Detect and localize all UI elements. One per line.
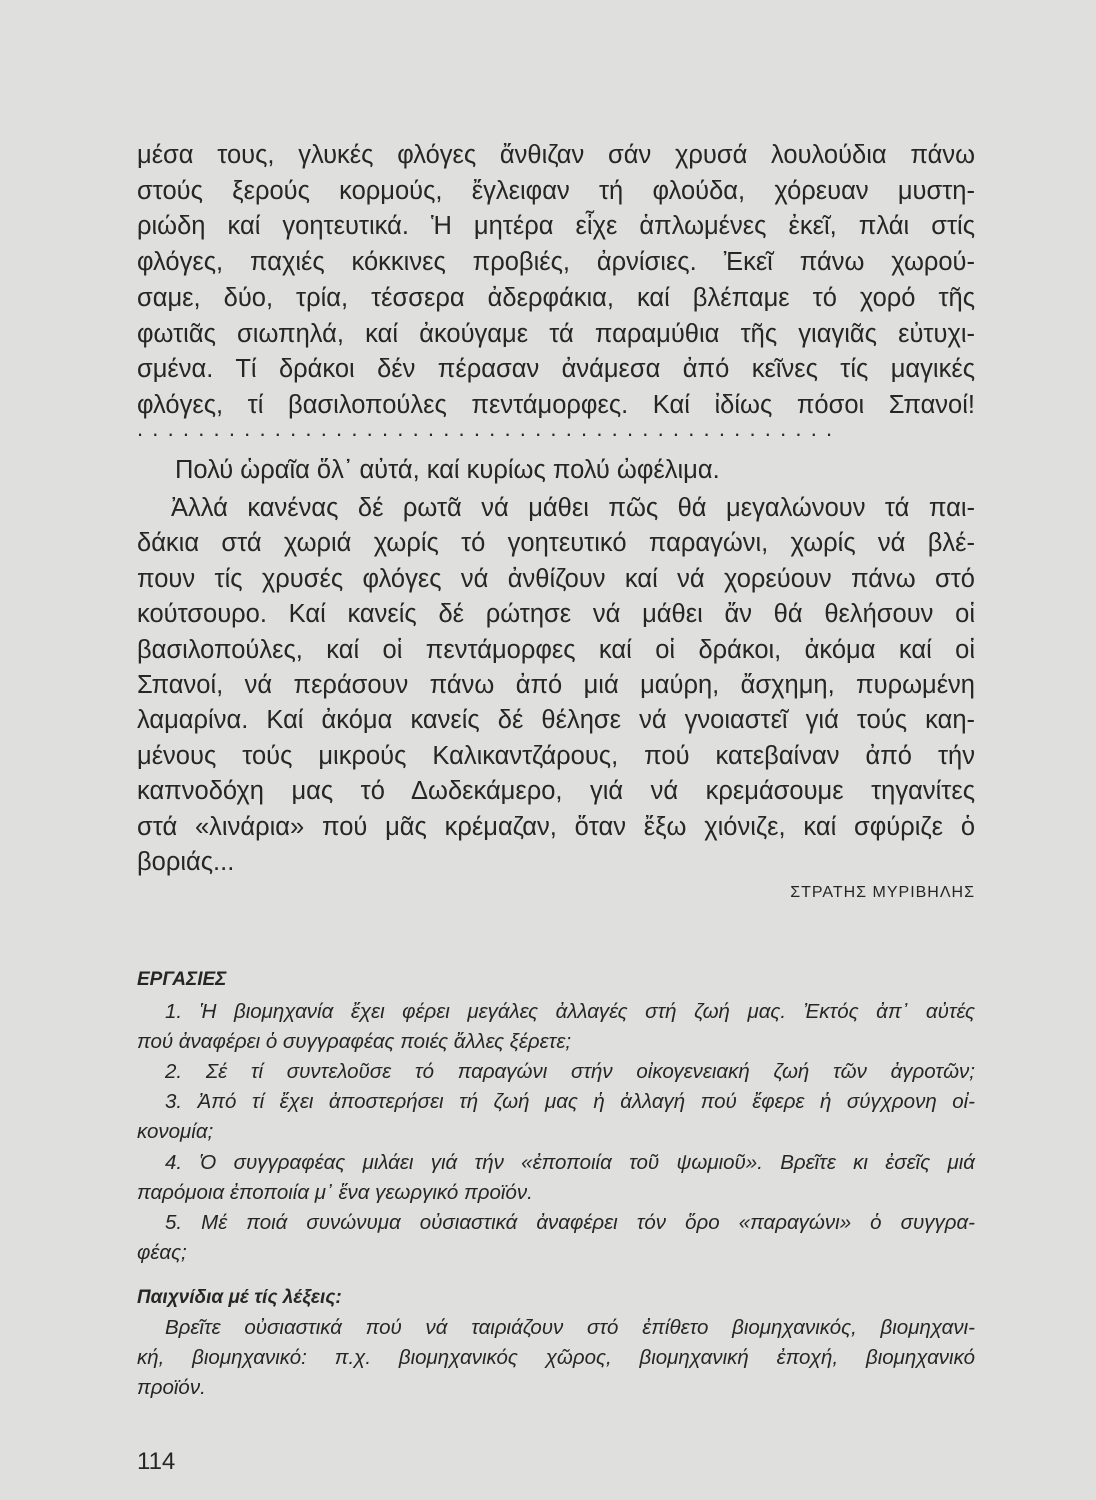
paragraph-line: βοριάς... (137, 848, 235, 876)
author-name: ΣΤΡΑΤΗΣ ΜΥΡΙΒΗΛΗΣ (790, 884, 975, 901)
paragraph-line: φλόγες, τί βασιλοπούλες πεντάμορφες. Καί ἰδίως πόσοι Σπανοί! (137, 390, 975, 419)
exercise-line: 2. Σέ τί συντελοῦσε τό παραγώνι στήν οἰκογενειακή ζωή τῶν ἀγροτῶν; (165, 1060, 975, 1084)
paragraph-line: Σπανοί, νά περάσουν πάνω ἀπό μιά μαύρη, ἄσχημη, πυρωμένη (137, 671, 975, 699)
exercise-line: κονομία; (137, 1120, 214, 1144)
paragraph-line: σμένα. Τί δράκοι δέν πέρασαν ἀνάμεσα ἀπό κεῖνες τίς μαγικές (137, 355, 975, 384)
paragraph-line: μένους τούς μικρούς Καλικαντζάρους, πού κατεβαίναν ἀπό τήν (137, 741, 975, 770)
paragraph-line: δάκια στά χωριά χωρίς τό γοητευτικό παραγώνι, χωρίς νά βλέ- (137, 529, 975, 558)
paragraph-line: μέσα τους, γλυκές φλόγες ἄνθιζαν σάν χρυσά λουλούδια πάνω (137, 141, 975, 169)
paragraph-line: λαμαρίνα. Καί ἀκόμα κανείς δέ θέλησε νά γνοιαστεῖ γιά τούς καη- (137, 706, 975, 735)
paragraph-line: φλόγες, παχιές κόκκινες προβιές, ἀρνίσιες. Ἐκεῖ πάνω χωρού- (137, 248, 975, 277)
exercise-line: 4. Ὁ συγγραφέας μιλάει γιά τήν «ἐποποιία τοῦ ψωμιοῦ». Βρεῖτε κι ἐσεῖς μιά (165, 1150, 975, 1174)
paragraph-line: Πολύ ὡραῖα ὅλ᾽ αὐτά, καί κυρίως πολύ ὠφέλιμα. (175, 456, 720, 484)
page-number: 114 (137, 1448, 176, 1475)
word-games-line: κή, βιομηχανικό: π.χ. βιομηχανικός χῶρος, βιομηχανική ἐποχή, βιομηχανικό (137, 1346, 975, 1370)
paragraph-line: καπνοδόχη μας τό Δωδεκάμερο, γιά νά κρεμάσουμε τηγανίτες (137, 777, 975, 806)
exercise-line: 5. Μέ ποιά συνώνυμα οὐσιαστικά ἀναφέρει τόν ὅρο «παραγώνι» ὁ συγγρα- (165, 1210, 975, 1234)
word-games-line: προϊόν. (137, 1376, 206, 1400)
paragraph-line: πουν τίς χρυσές φλόγες νά ἀνθίζουν καί νά χορεύουν πάνω στό (137, 564, 975, 593)
word-games-line: Βρεῖτε οὐσιαστικά πού νά ταιριάζουν στό ἐπίθετο βιομηχανικός, βιομηχανι- (165, 1316, 975, 1339)
exercise-line: παρόμοια ἐποποιία μ᾽ ἕνα γεωργικό προϊόν. (137, 1180, 533, 1204)
paragraph-line: Ἀλλά κανένας δέ ρωτᾶ νά μάθει πῶς θά μεγαλώνουν τά παι- (171, 494, 975, 522)
exercise-line: 1. Ἡ βιομηχανία ἔχει φέρει μεγάλες ἀλλαγές στή ζωή μας. Ἐκτός ἀπ᾽ αὐτές (165, 1000, 975, 1023)
paragraph-line: ριώδη καί γοητευτικά. Ἡ μητέρα εἶχε ἁπλωμένες ἐκεῖ, πλάι στίς (137, 212, 975, 241)
exercise-line: πού ἀναφέρει ὁ συγγραφέας ποιές ἄλλες ξέρετε; (137, 1030, 572, 1054)
exercise-line: 3. Ἀπό τί ἔχει ἀποστερήσει τή ζωή μας ἡ ἀλλαγή πού ἔφερε ἡ σύγχρονη οἰ- (165, 1090, 975, 1114)
paragraph-line: φωτιᾶς σιωπηλά, καί ἀκούγαμε τά παραμύθια τῆς γιαγιᾶς εὐτυχι- (137, 319, 975, 348)
dotted-separator: .............................................. (137, 418, 842, 440)
word-games-heading: Παιχνίδια μέ τίς λέξεις: (137, 1287, 342, 1308)
paragraph-line: σαμε, δύο, τρία, τέσσερα ἀδερφάκια, καί βλέπαμε τό χορό τῆς (137, 283, 975, 312)
paragraph-line: στούς ξερούς κορμούς, ἔγλειφαν τή φλούδα, χόρευαν μυστη- (137, 176, 975, 205)
paragraph-line: στά «λινάρια» πού μᾶς κρέμαζαν, ὅταν ἔξω χιόνιζε, καί σφύριζε ὁ (137, 812, 975, 841)
paragraph-line: κούτσουρο. Καί κανείς δέ ρώτησε νά μάθει ἄν θά θελήσουν οἱ (137, 600, 975, 629)
exercise-line: φέας; (137, 1240, 187, 1264)
exercises-heading: ΕΡΓΑΣΙΕΣ (137, 969, 227, 990)
paragraph-line: βασιλοπούλες, καί οἱ πεντάμορφες καί οἱ δράκοι, ἀκόμα καί οἱ (137, 635, 975, 664)
